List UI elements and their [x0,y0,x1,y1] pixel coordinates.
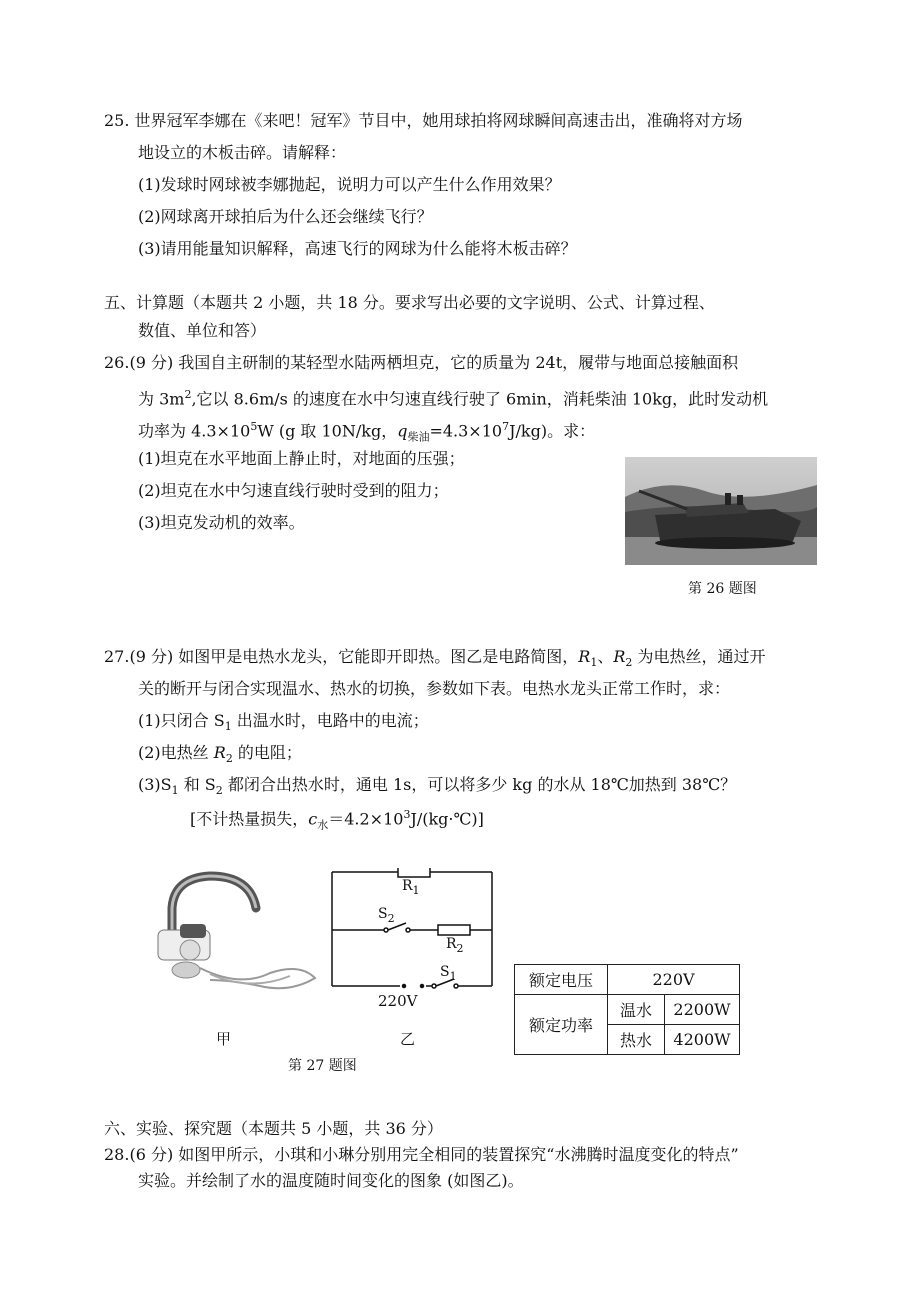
q25-sub1: (1)发球时网球被李娜抛起，说明力可以产生什么作用效果？ [138,175,561,194]
section5-heading-line2: 数值、单位和答） [138,321,267,340]
circuit-label-r2: $R_2$ [446,936,464,955]
rated-voltage-value: 220V [608,965,740,995]
section5-heading-line1: 五、计算题（本题共 2 小题，共 18 分。要求写出必要的文字说明、公式、计算过程、 [104,293,715,312]
q26-sub1: (1)坦克在水平地面上静止时，对地面的压强； [138,449,465,468]
q25-line1: 25. 世界冠军李娜在《来吧！冠军》节目中，她用球拍将网球瞬间高速击出，准确将对方场 [104,111,743,130]
q25-sub2: (2)网球离开球拍后为什么还会继续飞行？ [138,207,433,226]
circuit-diagram [330,868,495,1013]
warm-water-label: 温水 [608,995,665,1025]
q26-line1: 26.(9 分) 我国自主研制的某轻型水陆两栖坦克，它的质量为 24t，履带与地面总接触面积 [104,353,739,372]
q26-figure-caption: 第 26 题图 [688,581,757,597]
q27-sub1: (1)只闭合 $S_1$ 出温水时，电路中的电流； [138,711,429,734]
fig-label-jia: 甲 [216,1030,232,1048]
rated-power-label: 额定功率 [515,995,608,1055]
q27-sub3-note: [不计热量损失，$c_水=4.2\times 10^3J/(kg\cdot℃)$] [190,808,484,832]
circuit-label-s1: $S_1$ [440,964,457,983]
q27-sub3: $(3)S_1$ 和 $S_2$ 都闭合出热水时，通电 1s，可以将多少 kg 的水从 18℃加热到 38℃？ [138,775,737,798]
q26-sub3: (3)坦克发动机的效率。 [138,513,305,532]
q25-line2: 地设立的木板击碎。请解释： [138,143,347,162]
circuit-label-voltage: 220V [378,992,418,1010]
rated-voltage-label: 额定电压 [515,965,608,995]
tank-photo [625,457,817,565]
faucet-image [150,868,320,998]
fig-label-yi: 乙 [400,1030,416,1048]
circuit-label-r1: $R_1$ [402,878,420,897]
warm-water-value: 2200W [665,995,740,1025]
parameter-table [514,964,740,1055]
q27-line2: 关的断开与闭合实现温水、热水的切换，参数如下表。电热水龙头正常工作时，求： [138,679,731,698]
q28-line2: 实验。并绘制了水的温度随时间变化的图象 (如图乙)。 [138,1171,524,1190]
q27-figure-caption: 第 27 题图 [288,1058,357,1074]
q25-sub3: (3)请用能量知识解释，高速飞行的网球为什么能将木板击碎？ [138,239,577,258]
q28-line1: 28.(6 分) 如图甲所示，小琪和小琳分别用完全相同的装置探究“水沸腾时温度变化的特点” [104,1145,739,1164]
circuit-label-s2: $S_2$ [378,906,395,925]
q26-line2: 为 $3m^2$,它以 8.6m/s 的速度在水中匀速直线行驶了 6min，消耗柴油 10kg，此时发动机 [138,388,769,409]
hot-water-value: 4200W [665,1025,740,1055]
section6-heading: 六、实验、探究题（本题共 5 小题，共 36 分） [104,1119,443,1138]
q27-sub2: (2)电热丝 $R_2$ 的电阻； [138,743,302,766]
q26-line3: 功率为 $4.3\times 10^5W$ (g 取 10N/kg，$q_{柴油}=4.3\times 10^7J/kg$)。求： [138,420,596,444]
q27-line1: 27.(9 分) 如图甲是电热水龙头，它能即开即热。图乙是电路简图，$R_1$、$R_2$ 为电热丝，通过开 [104,647,766,670]
hot-water-label: 热水 [608,1025,665,1055]
q26-sub2: (2)坦克在水中匀速直线行驶时受到的阻力； [138,481,449,500]
